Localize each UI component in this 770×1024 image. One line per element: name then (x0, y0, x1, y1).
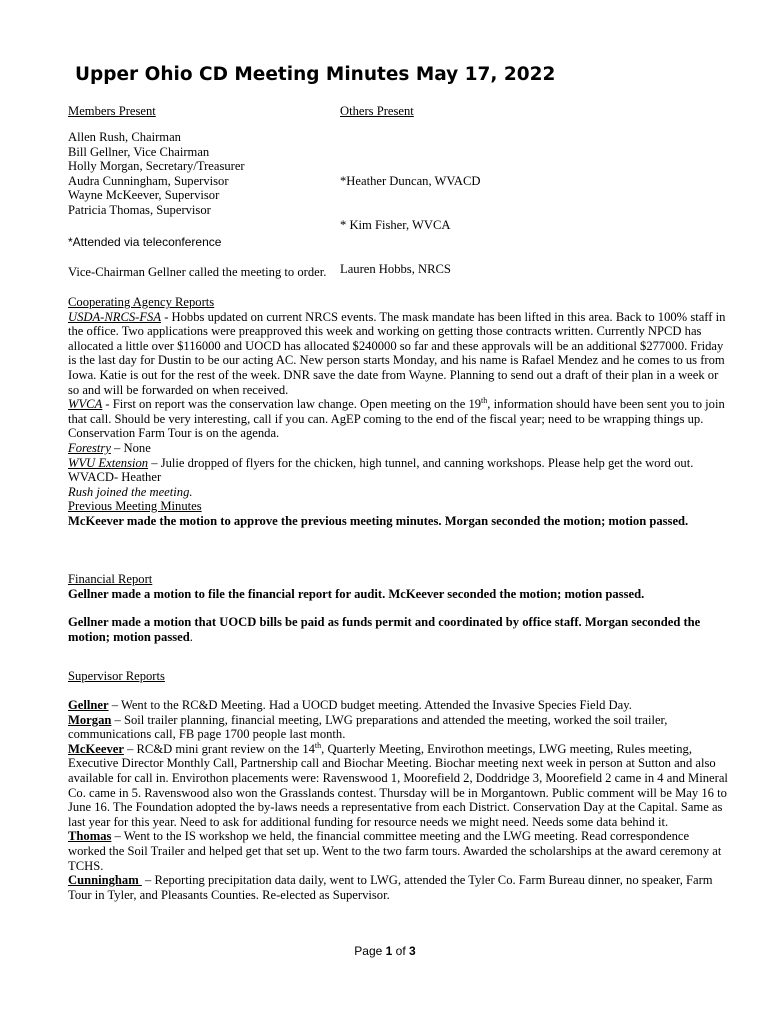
cunningham-text: – Reporting precipitation data daily, went to LWG, attended the Tyler Co. Farm Bureau dinner, no speaker, Farm Tour in Tyler, and Pleasants Counties. Re-elected as Supervisor. (68, 873, 713, 902)
other-item: Lauren Hobbs, NRCS (340, 261, 451, 276)
other-item: *Heather Duncan, WVACD (340, 174, 481, 189)
member-item: Allen Rush, Chairman (68, 130, 181, 144)
supervisor-heading (68, 669, 728, 684)
member-item: Patricia Thomas, Supervisor (68, 202, 211, 217)
member-item: Audra Cunningham, Supervisor (68, 173, 229, 188)
morgan-report (68, 713, 728, 742)
rush-joined: Rush joined the meeting. (68, 484, 193, 499)
cunningham-name: Cunningham (68, 873, 142, 888)
cooperating-section (68, 295, 728, 529)
mckeever-sup: th (314, 740, 322, 750)
nrcs-label: USDA-NRCS-FSA (68, 309, 162, 324)
footer-of-word: of (392, 944, 410, 958)
wvu-label: WVU Extension (68, 455, 149, 470)
wvu-report (68, 456, 728, 471)
mckeever-text-b: , Quarterly Meeting, Envirothon meetings, LWG meeting, Rules meeting, Executive Director Monthly Call, Partnership call and Biochar Meeting. Biochar meeting next week in person at Sutton and also available for call in. Envirothon placements were: Ravenswood 1, Moorefield 2, Doddridge 3, Moorefield 2 came in 4 and Mineral Co. came in 5. Ravenswood also won the Grasslands contest. Thursday will be in Morgantown. Public comment will be May 16 to June 16. The Foundation adopted the by-laws needs a representative from each District. Conservation Day at the Capital. Same as last year for this year. Need to ask for additional funding for resource needs we might need. Needs some data behind it. (68, 741, 728, 829)
others-list (340, 145, 480, 306)
financial-motion-2-text: Gellner made a motion that UOCD bills be paid as funds permit and coordinated by office staff. Morgan seconded the motion; motion passed (68, 615, 701, 644)
thomas-text: – Went to the IS workshop we held, the financial committee meeting and the LWG meeting. Read correspondence worked the Soil Trailer and helped get that set up. Went to the two farm tours. Awarded the scholarships at the award ceremony at TCHS. (68, 829, 722, 873)
forestry-report (68, 441, 728, 456)
mckeever-report (68, 742, 728, 830)
member-item: Holly Morgan, Secretary/Treasurer (68, 159, 245, 174)
financial-motion-2 (68, 615, 728, 644)
financial-section (68, 572, 728, 644)
wvca-sup: th (481, 395, 488, 405)
teleconference-note: *Attended via teleconference (68, 235, 222, 249)
document-title: Upper Ohio CD Meeting Minutes May 17, 2022 (75, 64, 556, 85)
gellner-report (68, 698, 728, 713)
page-footer (0, 944, 770, 958)
footer-page-word: Page (354, 944, 386, 958)
gellner-name: Gellner (68, 698, 109, 712)
footer-page-total: 3 (409, 944, 416, 958)
wvacd-line: WVACD- Heather (68, 470, 162, 485)
footer-page-num: 1 (385, 944, 393, 958)
other-item: * Kim Fisher, WVCA (340, 217, 451, 232)
morgan-name: Morgan (68, 712, 112, 727)
members-heading-text: Members Present (68, 104, 156, 118)
mckeever-text-a: – RC&D mini grant review on the 14 (123, 741, 315, 756)
others-heading (340, 104, 414, 119)
cooperating-heading: Cooperating Agency Reports (68, 295, 215, 309)
previous-heading: Previous Meeting Minutes (68, 499, 202, 514)
gellner-text: – Went to the RC&D Meeting. Had a UOCD budget meeting. Attended the Invasive Species Field Day. (108, 698, 632, 712)
supervisor-heading-text: Supervisor Reports (68, 669, 165, 683)
thomas-report (68, 829, 728, 873)
member-item: Bill Gellner, Vice Chairman (68, 144, 210, 159)
nrcs-text: - Hobbs updated on current NRCS events. The mask mandate has been lifted in this area. Back to 100% staff in the office. Two applications were preapproved this week and working on getting those contracts written. Currently NPCD has allocated a little over $116000 and UOCD has allocated $240000 so far and these approvals will be an additional $277000. Friday is the last day for Dustin to be our acting AC. New person starts Monday, and his name is Rafael Mendez and he comes to us from Iowa. Katie is out for the rest of the week. DNR save the date from Wayne. Planning to send out a draft of their plan in a week or so and will be forwarded on when received. (68, 309, 726, 397)
mckeever-name: McKeever (68, 741, 124, 756)
financial-motion-2-end: . (189, 629, 193, 644)
previous-motion: McKeever made the motion to approve the previous meeting minutes. Morgan seconded the motion; motion passed. (68, 513, 689, 528)
supervisor-reports (68, 698, 728, 902)
call-to-order: Vice-Chairman Gellner called the meeting to order. (68, 265, 327, 279)
forestry-text: – None (110, 440, 151, 455)
wvu-text: – Julie dropped of flyers for the chicken, high tunnel, and canning workshops. Please help get the word out. (148, 455, 694, 470)
wvca-text-a: - First on report was the conservation law change. Open meeting on the 19 (102, 397, 482, 412)
financial-motion-1: Gellner made a motion to file the financial report for audit. McKeever seconded the motion; motion passed. (68, 586, 645, 601)
financial-heading: Financial Report (68, 572, 153, 586)
nrcs-report (68, 310, 728, 398)
thomas-name: Thomas (68, 829, 112, 844)
wvca-text-b: , information should have been sent you to join that call. Should be very interesting, call if you can. AgEP coming to the end of the fiscal year; need to be wrapping things up. Conservation Farm Tour is on the agenda. (68, 397, 725, 441)
others-heading-text: Others Present (340, 104, 414, 118)
cunningham-report (68, 873, 728, 902)
wvca-label: WVCA (68, 397, 103, 412)
wvca-report (68, 397, 728, 441)
forestry-label: Forestry (68, 440, 111, 455)
member-item: Wayne McKeever, Supervisor (68, 188, 220, 203)
morgan-text: – Soil trailer planning, financial meeting, LWG preparations and attended the meeting, worked the soil trailer, communications call, FB page 1700 people last month. (68, 712, 668, 742)
